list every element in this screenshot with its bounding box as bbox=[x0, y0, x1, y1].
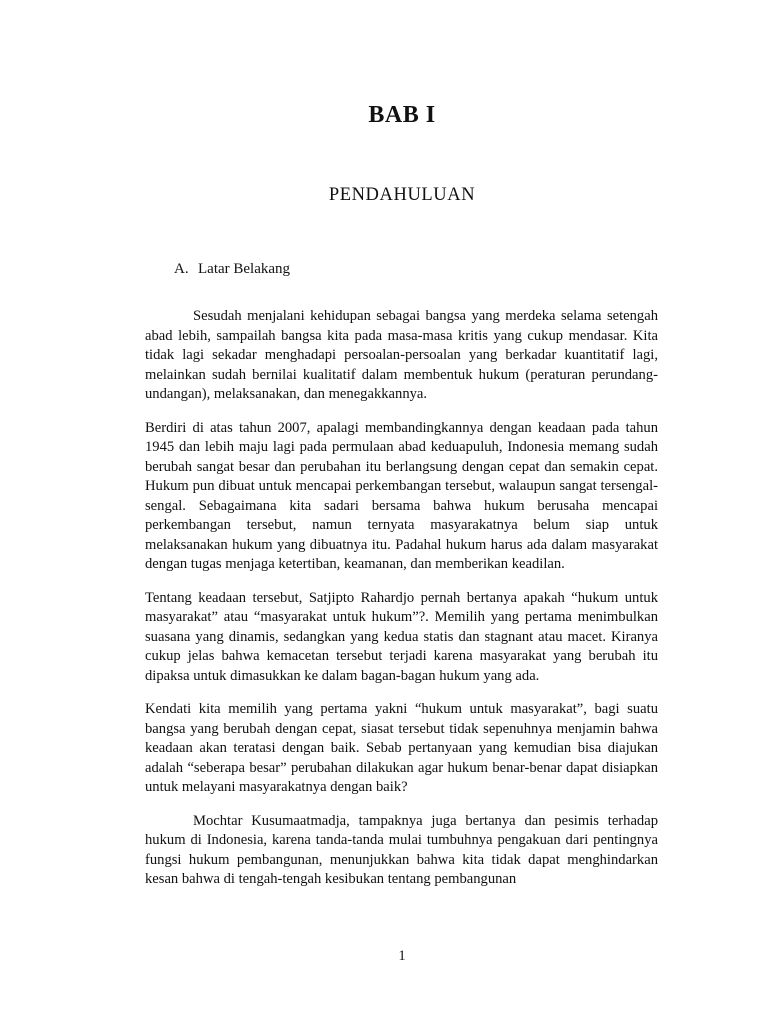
body-text bbox=[145, 307, 658, 904]
paragraph: Tentang keadaan tersebut, Satjipto Rahardjo pernah bertanya apakah “hukum untuk masyarakat” atau “masyarakat untuk hukum”?. Memilih yang pertama menimbulkan suasana yang dinamis, sedangkan yang kedua statis dan stagnant atau macet. Kiranya cukup jelas bahwa kemacetan tersebut terjadi karena masyarakat yang berubah itu dipaksa untuk dimasukkan ke dalam bagan-bagan hukum yang ada. bbox=[145, 589, 658, 684]
paragraph: Berdiri di atas tahun 2007, apalagi membandingkannya dengan keadaan pada tahun 1945 dan lebih maju lagi pada permulaan abad keduapuluh, Indonesia memang sudah berubah sangat besar dan perubahan itu berlangsung dengan cepat dan semakin cepat. Hukum pun dibuat untuk mencapai perkembangan tersebut, walaupun sangat tersengal-sengal. Sebagaimana kita sadari bersama bahwa hukum berusaha mencapai perkembangan tersebut, namun ternyata masyarakatnya belum siap untuk melaksanakan hukum yang dibuatnya itu. Padahal hukum harus ada dalam masyarakat dengan tugas menjaga ketertiban, keamanan, dan memberikan keadilan. bbox=[145, 419, 658, 572]
paragraph: Sesudah menjalani kehidupan sebagai bangsa yang merdeka selama setengah abad lebih, sampailah bangsa kita pada masa-masa kritis yang cukup mendasar. Kita tidak lagi sekadar menghadapi persoalan-persoalan yang berkadar kuantitatif lagi, melainkan sudah bernilai kualitatif dalam membentuk hukum (peraturan perundang-undangan), melaksanakan, dan menegakkannya. bbox=[145, 308, 658, 402]
section-letter: A. bbox=[174, 261, 189, 277]
section-heading bbox=[174, 261, 290, 278]
chapter-title: BAB I bbox=[368, 102, 436, 128]
paragraph: Kendati kita memilih yang pertama yakni “hukum untuk masyarakat”, bagi suatu bangsa yang berubah dengan cepat, siasat tersebut tidak sepenuhnya menjamin bahwa keadaan akan teratasi dengan baik. Sebab pertanyaan yang kemudian bisa diajukan adalah “seberapa besar” perubahan dilakukan agar hukum benar-benar dapat disiapkan untuk melayani masyarakatnya dengan baik? bbox=[145, 701, 658, 795]
paragraph: Mochtar Kusumaatmadja, tampaknya juga bertanya dan pesimis terhadap hukum di Indonesia, karena tanda-tanda mulai tumbuhnya pengakuan dari pentingnya fungsi hukum pembangunan, menunjukkan bahwa kita tidak dapat menghindarkan kesan bahwa di tengah-tengah kesibukan tentang pembangunan bbox=[145, 812, 658, 887]
section-title: Latar Belakang bbox=[198, 261, 291, 277]
chapter-subtitle: PENDAHULUAN bbox=[328, 185, 476, 205]
page-number: 1 bbox=[398, 948, 406, 964]
